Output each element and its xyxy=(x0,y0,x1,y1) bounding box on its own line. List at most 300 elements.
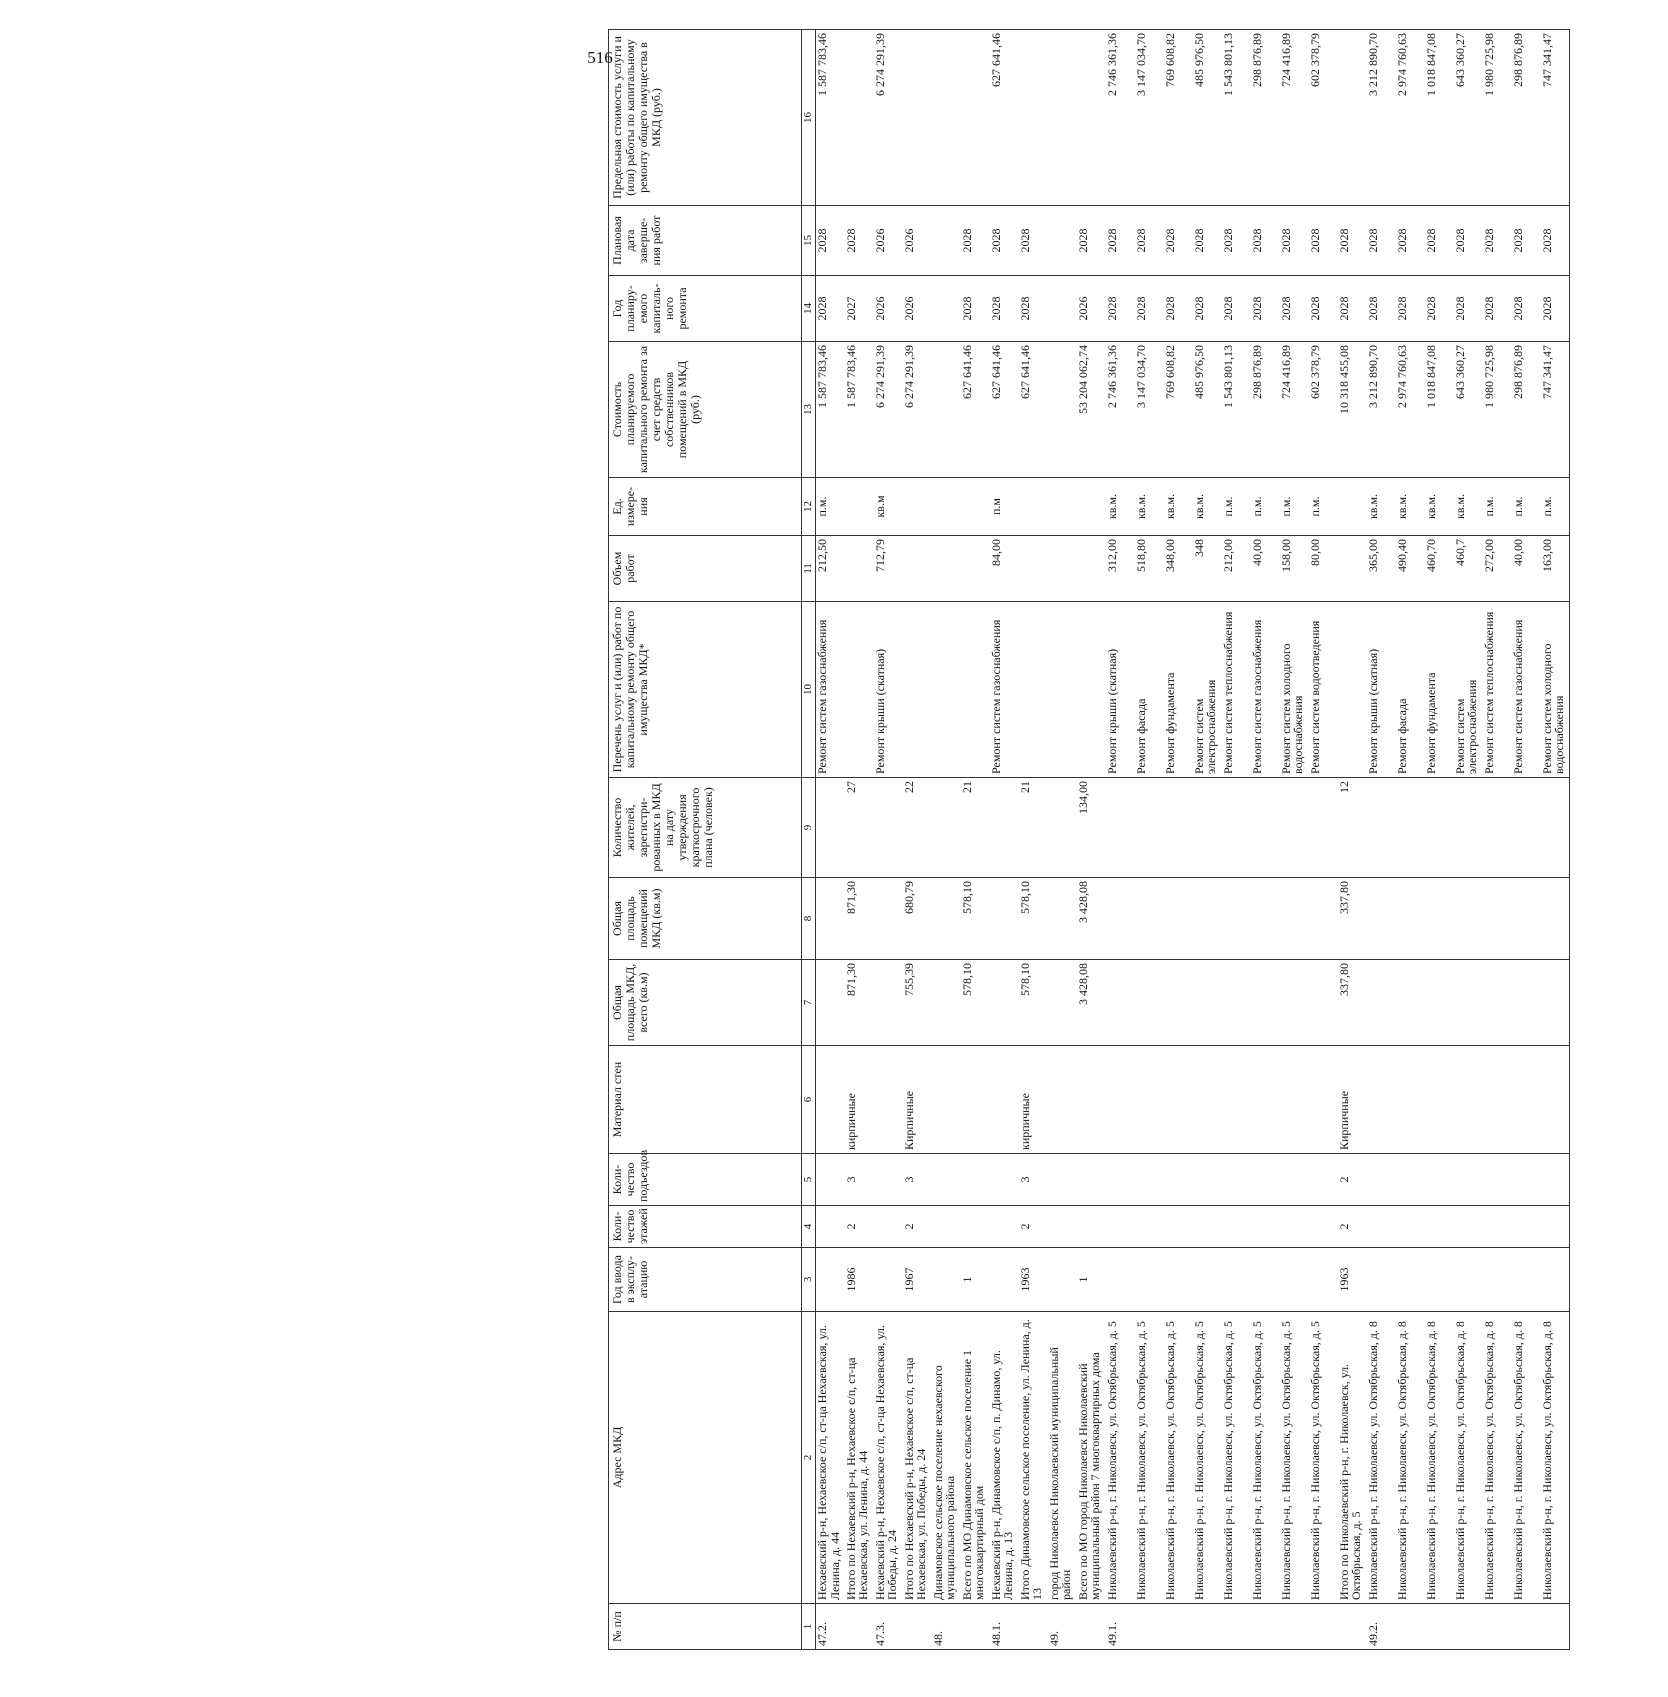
table-cell-col-4 xyxy=(1367,1206,1396,1248)
table-cell-col-8 xyxy=(1135,878,1164,960)
table-cell-col-6: Кирпичные xyxy=(1338,1046,1367,1154)
table-cell-col-6: Кирпичные xyxy=(903,1046,932,1154)
table-cell-col-11: 158,00 xyxy=(1280,536,1309,602)
table-cell-col-11 xyxy=(845,536,874,602)
rotated-table-wrapper xyxy=(608,30,1668,1650)
table-cell-col-7: 755,39 xyxy=(903,960,932,1046)
column-number-13: 13 xyxy=(802,342,816,478)
table-cell-col-1 xyxy=(1251,1604,1280,1650)
table-cell-col-3 xyxy=(1222,1248,1251,1312)
table-cell-col-16: 2 746 361,36 xyxy=(1106,30,1135,206)
table-cell-col-7 xyxy=(1164,960,1193,1046)
table-cell-col-11: 40,00 xyxy=(1251,536,1280,602)
table-cell-col-9 xyxy=(874,778,903,878)
table-cell-col-2: Николаевский р-н, г. Николаевск, ул. Октябрьская, д. 5 xyxy=(1193,1312,1222,1604)
table-cell-col-2: Итого по Нехаевский р-н, Нехаевское с/п, ст-ца Нехаевская, ул. Ленина, д. 44 xyxy=(845,1312,874,1604)
table-cell-col-12: п.м. xyxy=(1309,478,1338,536)
table-cell-col-15: 2028 xyxy=(1425,206,1454,276)
page-number: 516 xyxy=(587,48,613,67)
table-cell-col-8 xyxy=(1367,878,1396,960)
column-number-4: 4 xyxy=(802,1206,816,1248)
table-cell-col-16 xyxy=(1338,30,1367,206)
table-cell-col-10: Ремонт систем холодного водоснабжения xyxy=(1280,602,1309,778)
table-cell-col-8: 680,79 xyxy=(903,878,932,960)
table-cell-col-1 xyxy=(1338,1604,1367,1650)
table-cell-col-10: Ремонт систем газоснабжения xyxy=(1251,602,1280,778)
table-cell-col-16: 3 212 890,70 xyxy=(1367,30,1396,206)
column-number-15: 15 xyxy=(802,206,816,276)
table-cell-col-13: 10 318 455,08 xyxy=(1338,342,1367,478)
table-cell-col-9 xyxy=(1048,778,1077,878)
table-cell-col-15: 2026 xyxy=(903,206,932,276)
table-cell-col-14: 2028 xyxy=(1106,276,1135,342)
table-cell-col-1 xyxy=(961,1604,990,1650)
table-cell-col-6 xyxy=(1106,1046,1135,1154)
table-cell-col-8 xyxy=(1106,878,1135,960)
table-cell-col-14: 2028 xyxy=(1541,276,1570,342)
table-cell-col-10: Ремонт систем газоснабжения xyxy=(990,602,1019,778)
table-cell-col-5 xyxy=(1280,1154,1309,1206)
table-row xyxy=(1251,30,1280,1650)
table-cell-col-2: Николаевский р-н, г. Николаевск, ул. Октябрьская, д. 5 xyxy=(1106,1312,1135,1604)
table-cell-col-6: кирпичные xyxy=(1019,1046,1048,1154)
table-body xyxy=(816,30,1570,1650)
table-cell-col-13: 747 341,47 xyxy=(1541,342,1570,478)
table-cell-col-5 xyxy=(1251,1154,1280,1206)
table-cell-col-4 xyxy=(1309,1206,1338,1248)
table-cell-col-5 xyxy=(1541,1154,1570,1206)
table-cell-col-14: 2028 xyxy=(1454,276,1483,342)
table-cell-col-3 xyxy=(1396,1248,1425,1312)
table-cell-col-13: 6 274 291,39 xyxy=(903,342,932,478)
table-cell-col-1 xyxy=(1164,1604,1193,1650)
table-cell-col-5 xyxy=(990,1154,1019,1206)
table-cell-col-11: 212,00 xyxy=(1222,536,1251,602)
table-cell-col-10 xyxy=(932,602,961,778)
table-cell-col-14: 2028 xyxy=(816,276,845,342)
table-cell-col-10: Ремонт систем теплоснабжения xyxy=(1483,602,1512,778)
table-cell-col-8 xyxy=(932,878,961,960)
table-cell-col-12 xyxy=(845,478,874,536)
table-cell-col-16: 1 018 847,08 xyxy=(1425,30,1454,206)
table-cell-col-11: 518,80 xyxy=(1135,536,1164,602)
table-cell-col-9 xyxy=(1193,778,1222,878)
table-cell-col-7 xyxy=(1425,960,1454,1046)
table-cell-col-4: 2 xyxy=(1019,1206,1048,1248)
table-cell-col-5 xyxy=(1106,1154,1135,1206)
table-cell-col-14: 2028 xyxy=(1367,276,1396,342)
table-cell-col-15: 2028 xyxy=(1135,206,1164,276)
table-cell-col-15: 2028 xyxy=(1077,206,1106,276)
table-cell-col-7: 578,10 xyxy=(1019,960,1048,1046)
table-cell-col-1 xyxy=(1396,1604,1425,1650)
column-header-15: Плановая дата заверше-ния работ xyxy=(609,206,802,276)
table-cell-col-10: Ремонт фундамента xyxy=(1425,602,1454,778)
column-number-9: 9 xyxy=(802,778,816,878)
table-cell-col-9: 27 xyxy=(845,778,874,878)
table-cell-col-2: город Николаевск Николаевский муниципальный район xyxy=(1048,1312,1077,1604)
table-cell-col-7 xyxy=(1309,960,1338,1046)
table-cell-col-14: 2028 xyxy=(1512,276,1541,342)
table-cell-col-13: 602 378,79 xyxy=(1309,342,1338,478)
table-cell-col-7 xyxy=(932,960,961,1046)
column-number-5: 5 xyxy=(802,1154,816,1206)
table-cell-col-15: 2028 xyxy=(1309,206,1338,276)
table-cell-col-1 xyxy=(1280,1604,1309,1650)
table-cell-col-1: 47.3. xyxy=(874,1604,903,1650)
table-cell-col-2: Николаевский р-н, г. Николаевск, ул. Октябрьская, д. 8 xyxy=(1396,1312,1425,1604)
column-header-5: Коли-чество подъездов xyxy=(609,1154,802,1206)
table-cell-col-7 xyxy=(1541,960,1570,1046)
table-cell-col-4: 2 xyxy=(845,1206,874,1248)
table-cell-col-14: 2028 xyxy=(1222,276,1251,342)
table-cell-col-10 xyxy=(845,602,874,778)
table-cell-col-5 xyxy=(874,1154,903,1206)
table-cell-col-14: 2028 xyxy=(1309,276,1338,342)
table-cell-col-5 xyxy=(1309,1154,1338,1206)
table-cell-col-13: 2 746 361,36 xyxy=(1106,342,1135,478)
table-cell-col-2: Николаевский р-н, г. Николаевск, ул. Октябрьская, д. 8 xyxy=(1483,1312,1512,1604)
table-row xyxy=(1309,30,1338,1650)
table-row xyxy=(1077,30,1106,1650)
table-cell-col-7 xyxy=(1512,960,1541,1046)
table-cell-col-1 xyxy=(1483,1604,1512,1650)
table-cell-col-13: 6 274 291,39 xyxy=(874,342,903,478)
table-cell-col-2: Динамовское сельское поселение нехаевского муниципального района xyxy=(932,1312,961,1604)
table-cell-col-6 xyxy=(1425,1046,1454,1154)
table-cell-col-13: 627 641,46 xyxy=(990,342,1019,478)
table-cell-col-1 xyxy=(1425,1604,1454,1650)
table-cell-col-6 xyxy=(1222,1046,1251,1154)
table-cell-col-12: п.м xyxy=(990,478,1019,536)
table-cell-col-13: 769 608,82 xyxy=(1164,342,1193,478)
table-cell-col-9: 21 xyxy=(1019,778,1048,878)
table-cell-col-10: Ремонт систем водоотведения xyxy=(1309,602,1338,778)
table-cell-col-4 xyxy=(1193,1206,1222,1248)
table-cell-col-3: 1 xyxy=(961,1248,990,1312)
table-cell-col-2: Николаевский р-н, г. Николаевск, ул. Октябрьская, д. 5 xyxy=(1251,1312,1280,1604)
table-cell-col-9 xyxy=(1541,778,1570,878)
table-cell-col-14: 2026 xyxy=(903,276,932,342)
table-cell-col-4 xyxy=(1164,1206,1193,1248)
table-cell-col-2: Николаевский р-н, г. Николаевск, ул. Октябрьская, д. 5 xyxy=(1309,1312,1338,1604)
table-cell-col-1 xyxy=(1512,1604,1541,1650)
table-row xyxy=(1541,30,1570,1650)
table-cell-col-2: Нехаевский р-н, Нехаевское с/п, ст-ца Нехаевская, ул. Победы, д. 24 xyxy=(874,1312,903,1604)
table-cell-col-10 xyxy=(1338,602,1367,778)
table-cell-col-14: 2026 xyxy=(1077,276,1106,342)
table-cell-col-10: Ремонт фасада xyxy=(1135,602,1164,778)
table-cell-col-13: 643 360,27 xyxy=(1454,342,1483,478)
table-cell-col-14: 2028 xyxy=(1019,276,1048,342)
table-row xyxy=(990,30,1019,1650)
table-cell-col-5: 3 xyxy=(1019,1154,1048,1206)
table-cell-col-16: 747 341,47 xyxy=(1541,30,1570,206)
column-number-11: 11 xyxy=(802,536,816,602)
table-cell-col-16 xyxy=(1048,30,1077,206)
table-cell-col-3 xyxy=(1541,1248,1570,1312)
table-cell-col-7 xyxy=(1396,960,1425,1046)
table-cell-col-16 xyxy=(845,30,874,206)
table-cell-col-3 xyxy=(1454,1248,1483,1312)
table-cell-col-1: 49. xyxy=(1048,1604,1077,1650)
table-cell-col-3: 1967 xyxy=(903,1248,932,1312)
column-header-1: № п/п xyxy=(609,1604,802,1650)
table-cell-col-11 xyxy=(1019,536,1048,602)
table-cell-col-2: Итого по Николаевский р-н, г. Николаевск, ул. Октябрьская, д. 5 xyxy=(1338,1312,1367,1604)
table-cell-col-6 xyxy=(932,1046,961,1154)
table-cell-col-12 xyxy=(1019,478,1048,536)
table-cell-col-12: п.м. xyxy=(1541,478,1570,536)
table-cell-col-1: 49.2. xyxy=(1367,1604,1396,1650)
table-cell-col-8 xyxy=(1483,878,1512,960)
table-row xyxy=(1019,30,1048,1650)
table-cell-col-6 xyxy=(1396,1046,1425,1154)
table-cell-col-5 xyxy=(1222,1154,1251,1206)
table-cell-col-11: 460,70 xyxy=(1425,536,1454,602)
table-cell-col-12: кв.м. xyxy=(1454,478,1483,536)
table-cell-col-3 xyxy=(1425,1248,1454,1312)
table-cell-col-13: 298 876,89 xyxy=(1251,342,1280,478)
table-cell-col-6 xyxy=(1483,1046,1512,1154)
table-cell-col-8: 337,80 xyxy=(1338,878,1367,960)
table-cell-col-10: Ремонт крыши (скатная) xyxy=(1367,602,1396,778)
table-cell-col-9 xyxy=(1106,778,1135,878)
table-cell-col-9 xyxy=(1454,778,1483,878)
table-cell-col-9 xyxy=(1251,778,1280,878)
table-cell-col-6 xyxy=(874,1046,903,1154)
table-cell-col-4 xyxy=(961,1206,990,1248)
table-cell-col-11 xyxy=(903,536,932,602)
table-cell-col-1 xyxy=(903,1604,932,1650)
table-cell-col-7 xyxy=(1135,960,1164,1046)
table-cell-col-4 xyxy=(1222,1206,1251,1248)
table-cell-col-12 xyxy=(1077,478,1106,536)
table-cell-col-9 xyxy=(932,778,961,878)
table-cell-col-7 xyxy=(816,960,845,1046)
table-cell-col-12: кв.м. xyxy=(1425,478,1454,536)
table-cell-col-3 xyxy=(816,1248,845,1312)
table-cell-col-3 xyxy=(1512,1248,1541,1312)
table-cell-col-4 xyxy=(1077,1206,1106,1248)
table-cell-col-1 xyxy=(1541,1604,1570,1650)
table-cell-col-13: 1 980 725,98 xyxy=(1483,342,1512,478)
table-cell-col-1 xyxy=(1135,1604,1164,1650)
table-cell-col-6 xyxy=(990,1046,1019,1154)
table-cell-col-6: кирпичные xyxy=(845,1046,874,1154)
table-cell-col-15: 2028 xyxy=(816,206,845,276)
table-cell-col-12: кв.м. xyxy=(1135,478,1164,536)
table-cell-col-9 xyxy=(1512,778,1541,878)
table-cell-col-14: 2028 xyxy=(961,276,990,342)
table-cell-col-16: 1 980 725,98 xyxy=(1483,30,1512,206)
table-cell-col-3 xyxy=(1280,1248,1309,1312)
table-row xyxy=(1135,30,1164,1650)
table-cell-col-9 xyxy=(1135,778,1164,878)
table-cell-col-3: 1986 xyxy=(845,1248,874,1312)
table-cell-col-6 xyxy=(961,1046,990,1154)
table-cell-col-10: Ремонт систем электроснабжения xyxy=(1454,602,1483,778)
table-cell-col-16: 769 608,82 xyxy=(1164,30,1193,206)
table-cell-col-3: 1 xyxy=(1077,1248,1106,1312)
table-cell-col-13: 1 587 783,46 xyxy=(845,342,874,478)
table-cell-col-13: 627 641,46 xyxy=(961,342,990,478)
table-cell-col-15: 2028 xyxy=(1106,206,1135,276)
table-cell-col-9 xyxy=(1367,778,1396,878)
table-cell-col-15: 2028 xyxy=(1483,206,1512,276)
table-cell-col-9 xyxy=(1280,778,1309,878)
table-cell-col-5 xyxy=(1193,1154,1222,1206)
table-cell-col-6 xyxy=(1541,1046,1570,1154)
table-cell-col-15: 2028 xyxy=(1280,206,1309,276)
table-cell-col-8 xyxy=(1512,878,1541,960)
table-cell-col-5 xyxy=(1077,1154,1106,1206)
table-cell-col-4 xyxy=(816,1206,845,1248)
table-cell-col-8 xyxy=(1251,878,1280,960)
table-cell-col-13: 1 018 847,08 xyxy=(1425,342,1454,478)
table-cell-col-10 xyxy=(1077,602,1106,778)
table-cell-col-8 xyxy=(1193,878,1222,960)
table-cell-col-10: Ремонт систем газоснабжения xyxy=(1512,602,1541,778)
table-cell-col-5 xyxy=(1048,1154,1077,1206)
table-cell-col-16: 298 876,89 xyxy=(1512,30,1541,206)
table-cell-col-11: 272,00 xyxy=(1483,536,1512,602)
table-cell-col-16 xyxy=(932,30,961,206)
column-number-12: 12 xyxy=(802,478,816,536)
table-cell-col-5 xyxy=(1512,1154,1541,1206)
table-row xyxy=(903,30,932,1650)
table-cell-col-14: 2028 xyxy=(990,276,1019,342)
table-cell-col-14: 2028 xyxy=(1193,276,1222,342)
table-cell-col-13: 724 416,89 xyxy=(1280,342,1309,478)
table-cell-col-11: 84,00 xyxy=(990,536,1019,602)
table-row xyxy=(961,30,990,1650)
column-number-8: 8 xyxy=(802,878,816,960)
table-cell-col-7 xyxy=(874,960,903,1046)
table-cell-col-8 xyxy=(874,878,903,960)
column-header-16: Предельная стоимость услуги и (или) работы по капитальному ремонту общего имущества в МКД (руб.) xyxy=(609,30,802,206)
table-cell-col-6 xyxy=(816,1046,845,1154)
table-cell-col-10 xyxy=(1019,602,1048,778)
table-cell-col-16: 298 876,89 xyxy=(1251,30,1280,206)
table-cell-col-3 xyxy=(1048,1248,1077,1312)
table-cell-col-6 xyxy=(1251,1046,1280,1154)
table-row xyxy=(845,30,874,1650)
column-number-2: 2 xyxy=(802,1312,816,1604)
table-cell-col-11: 460,7 xyxy=(1454,536,1483,602)
column-header-14: Год планиру-емого капиталь-ного ремонта xyxy=(609,276,802,342)
column-header-4: Коли-чество этажей xyxy=(609,1206,802,1248)
table-cell-col-10: Ремонт фасада xyxy=(1396,602,1425,778)
table-cell-col-5 xyxy=(1454,1154,1483,1206)
table-cell-col-12: п.м. xyxy=(1251,478,1280,536)
table-cell-col-15 xyxy=(1048,206,1077,276)
table-cell-col-16: 3 147 034,70 xyxy=(1135,30,1164,206)
table-cell-col-16: 602 378,79 xyxy=(1309,30,1338,206)
column-header-9: Количество жителей, зарегистри-рованных в МКД на дату утверждения краткосрочного плана (человек) xyxy=(609,778,802,878)
table-cell-col-6 xyxy=(1309,1046,1338,1154)
table-cell-col-14 xyxy=(1048,276,1077,342)
table-cell-col-14: 2028 xyxy=(1425,276,1454,342)
table-cell-col-4 xyxy=(1425,1206,1454,1248)
table-cell-col-10: Ремонт систем электроснабжения xyxy=(1193,602,1222,778)
table-cell-col-16 xyxy=(1077,30,1106,206)
table-cell-col-3 xyxy=(1135,1248,1164,1312)
column-header-10: Перечень услуг и (или) работ по капитальному ремонту общего имущества МКД* xyxy=(609,602,802,778)
table-cell-col-4: 2 xyxy=(1338,1206,1367,1248)
table-cell-col-9: 12 xyxy=(1338,778,1367,878)
table-cell-col-12 xyxy=(1048,478,1077,536)
table-cell-col-8 xyxy=(1309,878,1338,960)
table-cell-col-6 xyxy=(1048,1046,1077,1154)
table-cell-col-3 xyxy=(1309,1248,1338,1312)
table-row xyxy=(932,30,961,1650)
table-cell-col-13: 53 204 062,74 xyxy=(1077,342,1106,478)
table-cell-col-4 xyxy=(932,1206,961,1248)
table-cell-col-16 xyxy=(903,30,932,206)
table-cell-col-14: 2027 xyxy=(845,276,874,342)
table-cell-col-8 xyxy=(1164,878,1193,960)
table-cell-col-3: 1963 xyxy=(1338,1248,1367,1312)
table-cell-col-14: 2028 xyxy=(1135,276,1164,342)
table-cell-col-8 xyxy=(1222,878,1251,960)
table-cell-col-9 xyxy=(816,778,845,878)
table-cell-col-11: 163,00 xyxy=(1541,536,1570,602)
table-cell-col-8: 3 428,08 xyxy=(1077,878,1106,960)
table-cell-col-8 xyxy=(1280,878,1309,960)
table-cell-col-14: 2028 xyxy=(1483,276,1512,342)
table-cell-col-12: кв.м xyxy=(874,478,903,536)
repair-plan-table xyxy=(608,29,1570,1650)
column-number-14: 14 xyxy=(802,276,816,342)
table-row xyxy=(1193,30,1222,1650)
column-header-3: Год ввода в эксплу-атацию xyxy=(609,1248,802,1312)
table-cell-col-13: 3 212 890,70 xyxy=(1367,342,1396,478)
table-cell-col-6 xyxy=(1367,1046,1396,1154)
table-row xyxy=(1454,30,1483,1650)
table-cell-col-16: 724 416,89 xyxy=(1280,30,1309,206)
table-cell-col-4 xyxy=(1251,1206,1280,1248)
table-cell-col-15: 2028 xyxy=(1367,206,1396,276)
table-cell-col-6 xyxy=(1164,1046,1193,1154)
table-cell-col-15: 2028 xyxy=(961,206,990,276)
table-cell-col-16: 1 587 783,46 xyxy=(816,30,845,206)
table-cell-col-10: Ремонт фундамента xyxy=(1164,602,1193,778)
column-header-8: Общая площадь помещений МКД (кв.м) xyxy=(609,878,802,960)
table-row xyxy=(1164,30,1193,1650)
table-cell-col-12: п.м. xyxy=(1483,478,1512,536)
table-cell-col-5 xyxy=(1396,1154,1425,1206)
table-row xyxy=(1512,30,1541,1650)
table-cell-col-5 xyxy=(932,1154,961,1206)
table-cell-col-7: 871,30 xyxy=(845,960,874,1046)
column-header-13: Стоимость планируемого капитального ремонта за счет средств собственников помещений в МКД (руб.) xyxy=(609,342,802,478)
table-cell-col-15: 2028 xyxy=(1164,206,1193,276)
table-cell-col-9 xyxy=(1309,778,1338,878)
table-cell-col-2: Николаевский р-н, г. Николаевск, ул. Октябрьская, д. 8 xyxy=(1425,1312,1454,1604)
column-number-6: 6 xyxy=(802,1046,816,1154)
column-header-2: Адрес МКД xyxy=(609,1312,802,1604)
table-cell-col-11: 365,00 xyxy=(1367,536,1396,602)
table-cell-col-2: Итого по Нехаевский р-н, Нехаевское с/п, ст-ца Нехаевская, ул. Победы, д. 24 xyxy=(903,1312,932,1604)
table-cell-col-13 xyxy=(1048,342,1077,478)
table-cell-col-14 xyxy=(932,276,961,342)
table-cell-col-3 xyxy=(1106,1248,1135,1312)
table-row xyxy=(1222,30,1251,1650)
column-number-3: 3 xyxy=(802,1248,816,1312)
table-cell-col-5 xyxy=(1425,1154,1454,1206)
table-cell-col-3 xyxy=(1483,1248,1512,1312)
